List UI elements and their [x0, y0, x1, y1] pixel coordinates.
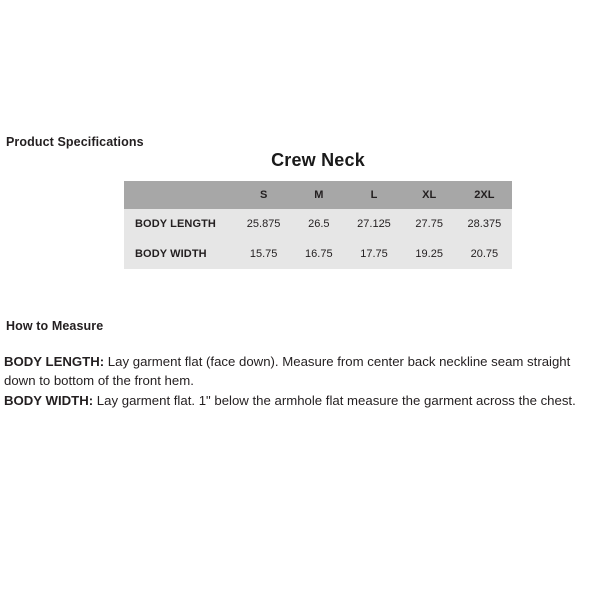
- column-header-s: S: [259, 189, 268, 201]
- cell-body-length-l: 27.125: [357, 218, 391, 230]
- cell-body-length-xl: 27.75: [415, 218, 443, 230]
- column-header-m: M: [314, 189, 324, 201]
- size-table-title: Crew Neck: [271, 150, 365, 170]
- how-to-measure-heading: How to Measure: [6, 319, 104, 333]
- measure-term-body-width: BODY WIDTH:: [4, 393, 94, 408]
- cell-body-width-xl: 19.25: [415, 248, 443, 260]
- measure-term-body-length: BODY LENGTH:: [4, 354, 105, 369]
- measure-text-body-width: Lay garment flat. 1" below the armhole flat measure the garment across the chest.: [93, 393, 576, 408]
- row-label-body-length: BODY LENGTH: [135, 218, 216, 230]
- cell-body-length-2xl: 28.375: [467, 218, 502, 230]
- table-row: [124, 239, 512, 269]
- cell-body-width-s: 15.75: [249, 248, 278, 260]
- measure-instruction-body-length: [4, 353, 596, 390]
- cell-body-length-s: 25.875: [246, 218, 281, 230]
- measure-instruction-body-width: [4, 392, 596, 411]
- measure-text-body-length: Lay garment flat (face down). Measure from center back neckline seam straight down to bottom of the front hem.: [4, 354, 571, 388]
- column-header-xl: XL: [422, 189, 437, 201]
- product-specifications-heading: Product Specifications: [6, 135, 144, 149]
- size-table: [124, 181, 512, 269]
- cell-body-width-m: 16.75: [305, 248, 333, 260]
- how-to-measure-list: [4, 353, 596, 413]
- cell-body-width-2xl: 20.75: [470, 248, 499, 260]
- table-header-row: [124, 181, 512, 209]
- row-label-body-width: BODY WIDTH: [135, 248, 207, 260]
- size-table-container: [124, 150, 512, 269]
- table-corner-cell: [124, 181, 236, 209]
- column-header-l: L: [370, 189, 378, 201]
- column-header-2xl: 2XL: [474, 189, 495, 201]
- cell-body-length-m: 26.5: [308, 218, 330, 230]
- cell-body-width-l: 17.75: [360, 248, 388, 260]
- table-row: [124, 209, 512, 239]
